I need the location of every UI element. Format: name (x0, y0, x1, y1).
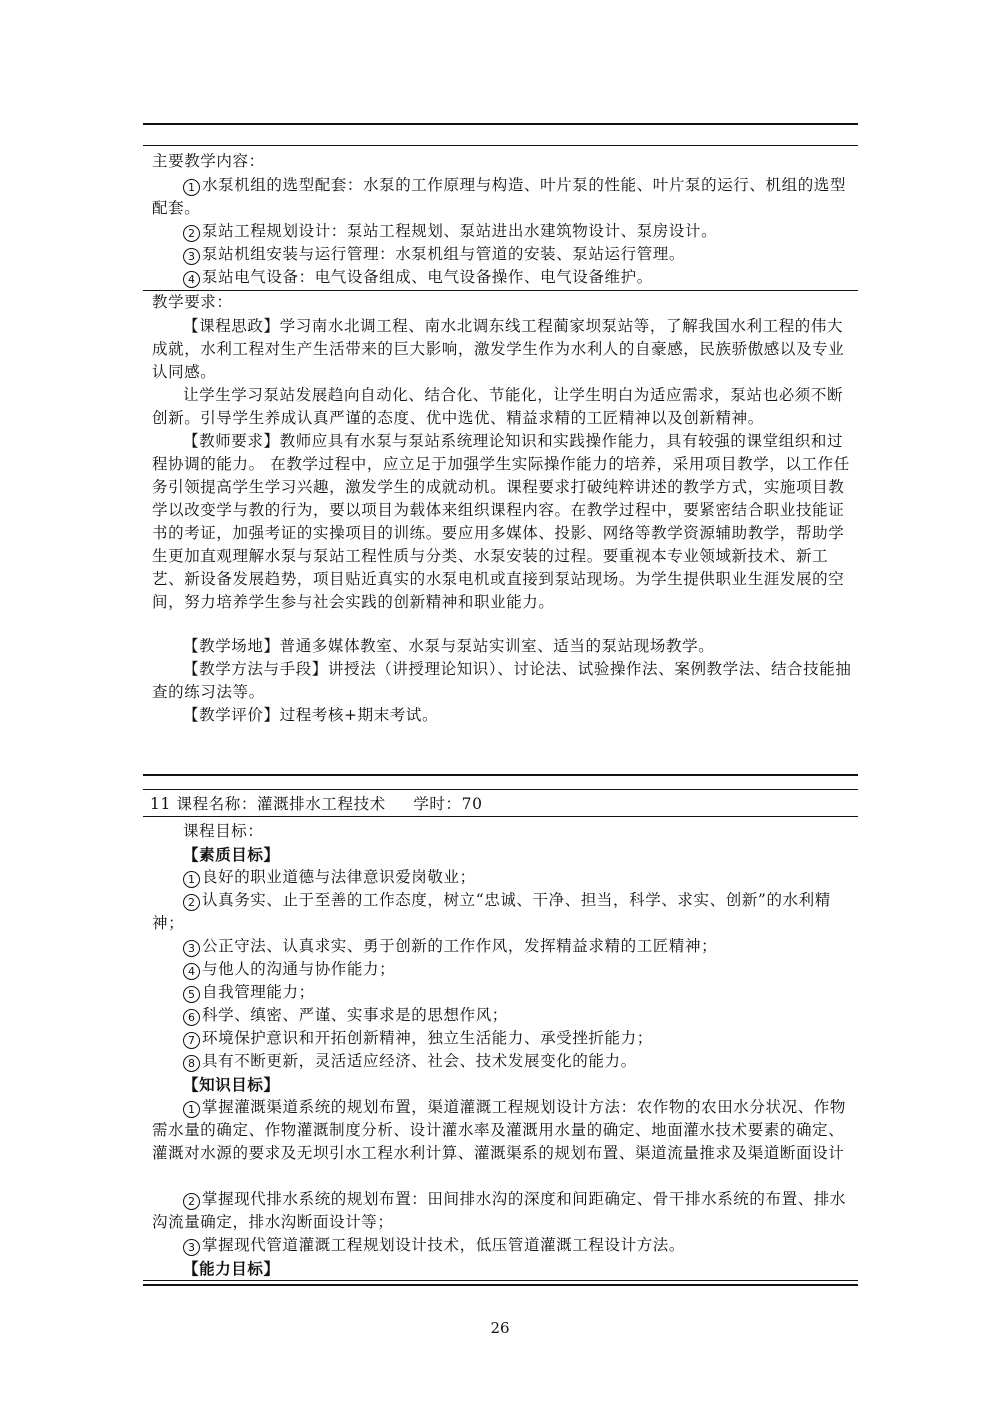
main-content-heading: 主要教学内容： (152, 152, 265, 170)
objectives-label: 课程目标： (183, 822, 264, 840)
content-item-1 (152, 174, 852, 220)
req-paragraph-innovation: 让学生学习泵站发展趋向自动化、结合化、节能化，让学生明白为适应需求，泵站也必须不断创新。引导学生养成认真严谨的态度、优中选优、精益求精的工匠精神以及创新精神。 (152, 386, 844, 427)
hours-value: 70 (461, 795, 483, 813)
quality-item-2 (152, 889, 852, 935)
quality-item-text: 与他人的沟通与协作能力； (202, 960, 396, 978)
knowledge-item-text: 掌握现代管道灌溉工程规划设计技术，低压管道灌溉工程设计方法。 (202, 1236, 686, 1254)
content-item-text: 泵站机组安装与运行管理：水泵机组与管道的安装、泵站运行管理。 (202, 245, 686, 263)
quality-item-text: 环境保护意识和开拓创新精神，独立生活能力、承受挫折能力； (202, 1029, 653, 1047)
section-rule-thin (143, 789, 858, 790)
knowledge-item-1 (152, 1096, 852, 1165)
circled-number: 5 (183, 986, 200, 1003)
circled-number: 2 (183, 894, 200, 911)
top-rule-thin (143, 145, 858, 146)
quality-item-text: 自我管理能力； (202, 983, 315, 1001)
quality-item-5 (152, 981, 852, 1004)
course-number: 11 (150, 795, 171, 813)
course-name-label: 课程名称： (176, 795, 257, 813)
quality-item-text: 良好的职业道德与法律意识爱岗敬业； (202, 868, 476, 886)
circled-number: 8 (183, 1055, 200, 1072)
circled-number: 1 (183, 179, 200, 196)
bottom-rule-thick (143, 1284, 858, 1286)
quality-item-6 (152, 1004, 852, 1027)
quality-item-1 (152, 866, 852, 889)
req-paragraph-teacher: 【教师要求】教师应具有水泵与泵站系统理论知识和实践操作能力，具有较强的课堂组织和过程协调的能力。 在教学过程中，应立足于加强学生实际操作能力的培养，采用项目教学，以工作任务引领提高学生学习兴趣，激发学生的成就动机。课程要求打破纯粹讲述的教学方式，实施项目教学以改变学与教的行为，要以项目为载体来组织课程内容。在教学过程中，要紧密结合职业技能证书的考证，加强考证的实操项目的训练。要应用多媒体、投影、网络等教学资源辅助教学，帮助学生更加直观理解水泵与泵站工程性质与分类、水泵安装的过程。要重视本专业领域新技术、新工艺、新设备发展趋势，项目贴近真实的水泵电机或直接到泵站现场。为学生提供职业生涯发展的空间，努力培养学生参与社会实践的创新精神和职业能力。 (152, 432, 850, 611)
quality-item-text: 具有不断更新，灵活适应经济、社会、技术发展变化的能力。 (202, 1052, 637, 1070)
circled-number: 7 (183, 1032, 200, 1049)
circled-number: 3 (183, 940, 200, 957)
requirements-heading: 教学要求： (152, 293, 233, 311)
content-item-text: 水泵机组的选型配套：水泵的工作原理与构造、叶片泵的性能、叶片泵的运行、机组的选型配套。 (152, 176, 847, 217)
bottom-rule-thin (143, 1280, 858, 1281)
circled-number: 3 (183, 1239, 200, 1256)
hours-label: 学时： (413, 795, 462, 813)
quality-item-text: 公正守法、认真求实、勇于创新的工作作风，发挥精益求精的工匠精神； (202, 937, 718, 955)
req-paragraph-evaluation: 【教学评价】过程考核+期末考试。 (183, 706, 439, 724)
quality-item-text: 科学、缜密、严谨、实事求是的思想作风； (202, 1006, 508, 1024)
content-item-text: 泵站电气设备：电气设备组成、电气设备操作、电气设备维护。 (202, 268, 653, 286)
course-name: 灌溉排水工程技术 (256, 795, 386, 813)
knowledge-objectives-heading: 【知识目标】 (183, 1075, 280, 1094)
page-number: 26 (490, 1319, 510, 1337)
circled-number: 2 (183, 225, 200, 242)
quality-item-text: 认真务实、止于至善的工作态度，树立“忠诚、干净、担当，科学、求实、创新”的水利精神； (152, 891, 831, 932)
circled-number: 2 (183, 1193, 200, 1210)
ability-objectives-heading: 【能力目标】 (183, 1259, 280, 1278)
quality-item-3 (152, 935, 852, 958)
knowledge-item-2 (152, 1188, 852, 1234)
top-rule-thick (143, 123, 858, 125)
knowledge-item-text: 掌握现代排水系统的规划布置：田间排水沟的深度和间距确定、骨干排水系统的布置、排水沟流量确定，排水沟断面设计等； (152, 1190, 847, 1231)
section-rule-thick (143, 774, 858, 776)
content-item-3 (152, 243, 852, 266)
course-title-line (150, 793, 850, 816)
req-paragraph-methods: 【教学方法与手段】讲授法（讲授理论知识）、讨论法、试验操作法、案例教学法、结合技能抽查的练习法等。 (152, 660, 852, 701)
knowledge-item-3 (152, 1234, 852, 1257)
content-item-2 (152, 220, 852, 243)
circled-number: 1 (183, 1101, 200, 1118)
quality-item-4 (152, 958, 852, 981)
circled-number: 3 (183, 248, 200, 265)
knowledge-item-text: 掌握灌溉渠道系统的规划布置，渠道灌溉工程规划设计方法：农作物的农田水分状况、作物需水量的确定、作物灌溉制度分析、设计灌水率及灌溉用水量的确定、地面灌水技术要素的确定、灌溉对水源的要求及无坝引水工程水利计算、灌溉渠系的规划布置、渠道流量推求及渠道断面设计 (152, 1098, 847, 1162)
circled-number: 6 (183, 1009, 200, 1026)
circled-number: 1 (183, 871, 200, 888)
course-title-rule (143, 816, 858, 817)
req-paragraph-ideology: 【课程思政】学习南水北调工程、南水北调东线工程蔺家坝泵站等，了解我国水利工程的伟大成就，水利工程对生产生活带来的巨大影响，激发学生作为水利人的自豪感，民族骄傲感以及专业认同感。 (152, 317, 845, 381)
quality-objectives-heading: 【素质目标】 (183, 845, 280, 864)
circled-number: 4 (183, 963, 200, 980)
content-item-text: 泵站工程规划设计：泵站工程规划、泵站进出水建筑物设计、泵房设计。 (202, 222, 718, 240)
quality-item-7 (152, 1027, 852, 1050)
circled-number: 4 (183, 271, 200, 288)
quality-item-8 (152, 1050, 852, 1073)
req-paragraph-venue: 【教学场地】普通多媒体教室、水泵与泵站实训室、适当的泵站现场教学。 (183, 637, 715, 655)
content-item-4 (152, 266, 852, 289)
